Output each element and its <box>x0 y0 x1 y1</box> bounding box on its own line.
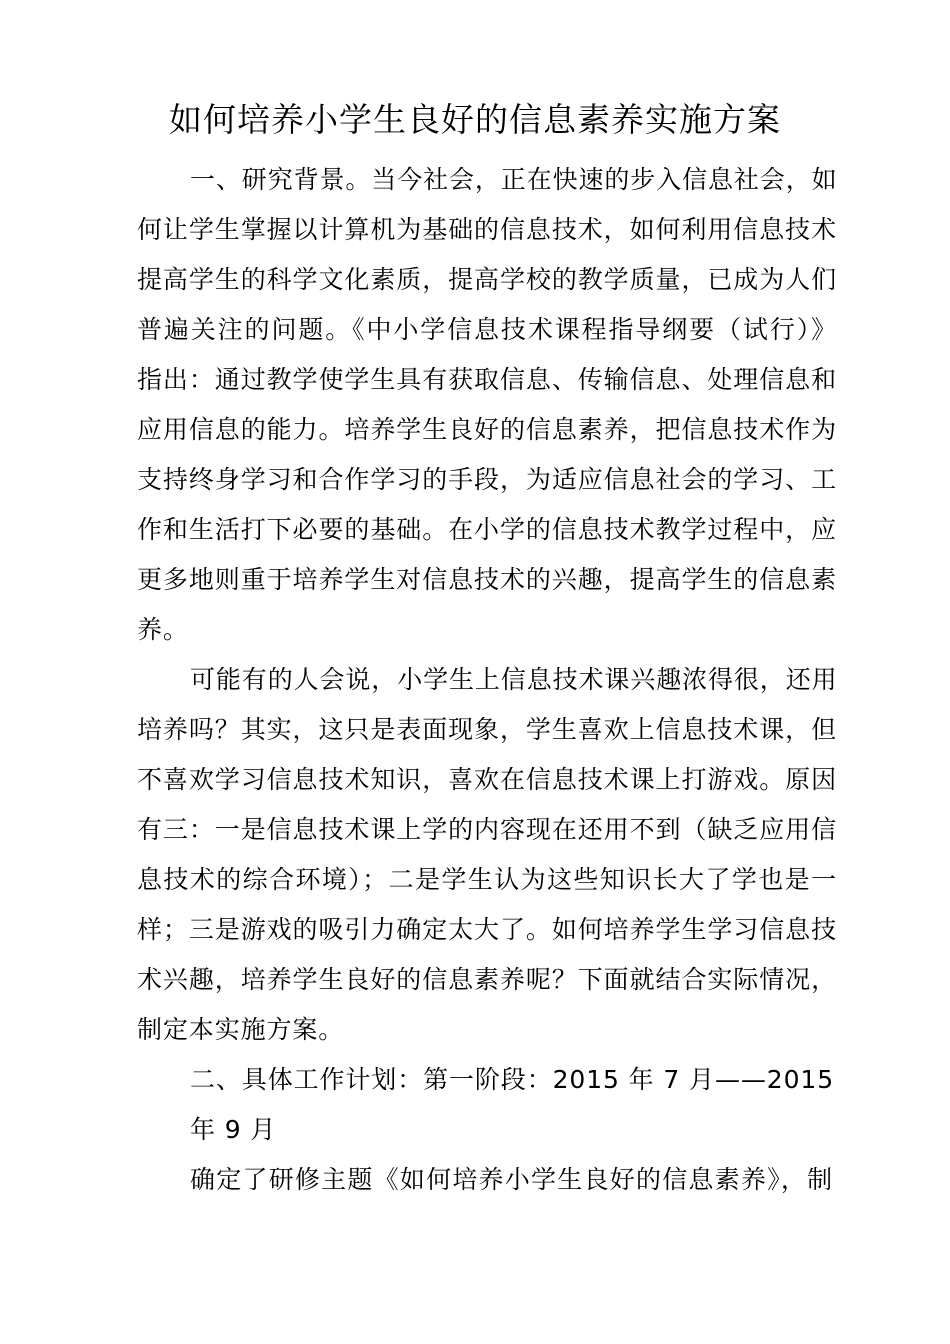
paragraph-line: 可能有的人会说，小学生上信息技术课兴趣浓得很，还用 <box>190 665 838 694</box>
paragraph-line: 更多地则重于培养学生对信息技术的兴趣，提高学生的信息素 <box>137 565 837 594</box>
paragraph-line: 确定了研修主题《如何培养小学生良好的信息素养》，制 <box>190 1165 833 1194</box>
paragraph-line: 何让学生掌握以计算机为基础的信息技术，如何利用信息技术 <box>137 215 837 244</box>
paragraph-line: 有三：一是信息技术课上学的内容现在还用不到（缺乏应用信 <box>137 815 837 844</box>
paragraph-line: 制定本实施方案。 <box>137 1015 345 1044</box>
paragraph-line: 支持终身学习和合作学习的手段，为适应信息社会的学习、工 <box>137 465 837 494</box>
paragraph-line: 普遍关注的问题。《中小学信息技术课程指导纲要（试行）》 <box>137 315 837 344</box>
paragraph-line: 指出：通过教学使学生具有获取信息、传输信息、处理信息和 <box>137 365 837 394</box>
paragraph-line: 作和生活打下必要的基础。在小学的信息技术教学过程中，应 <box>137 515 837 544</box>
document-title: 如何培养小学生良好的信息素养实施方案 <box>169 100 781 139</box>
section-heading-line: 二、具体工作计划：第一阶段：2015 年 7 月——2015 <box>190 1065 834 1094</box>
paragraph-line: 息技术的综合环境）；二是学生认为这些知识长大了学也是一 <box>137 865 837 894</box>
paragraph-line: 应用信息的能力。培养学生良好的信息素养，把信息技术作为 <box>137 415 837 444</box>
section-heading-line: 年 9 月 <box>190 1115 277 1144</box>
paragraph-line: 养。 <box>137 615 189 644</box>
paragraph-line: 术兴趣，培养学生良好的信息素养呢？下面就结合实际情况， <box>137 965 837 994</box>
paragraph-line: 提高学生的科学文化素质，提高学校的教学质量，已成为人们 <box>137 265 837 294</box>
paragraph-line: 一、研究背景。当今社会，正在快速的步入信息社会，如 <box>190 165 838 194</box>
paragraph-line: 样；三是游戏的吸引力确定太大了。如何培养学生学习信息技 <box>137 915 837 944</box>
paragraph-line: 不喜欢学习信息技术知识，喜欢在信息技术课上打游戏。原因 <box>137 765 837 794</box>
paragraph-line: 培养吗？其实，这只是表面现象，学生喜欢上信息技术课，但 <box>137 715 837 744</box>
